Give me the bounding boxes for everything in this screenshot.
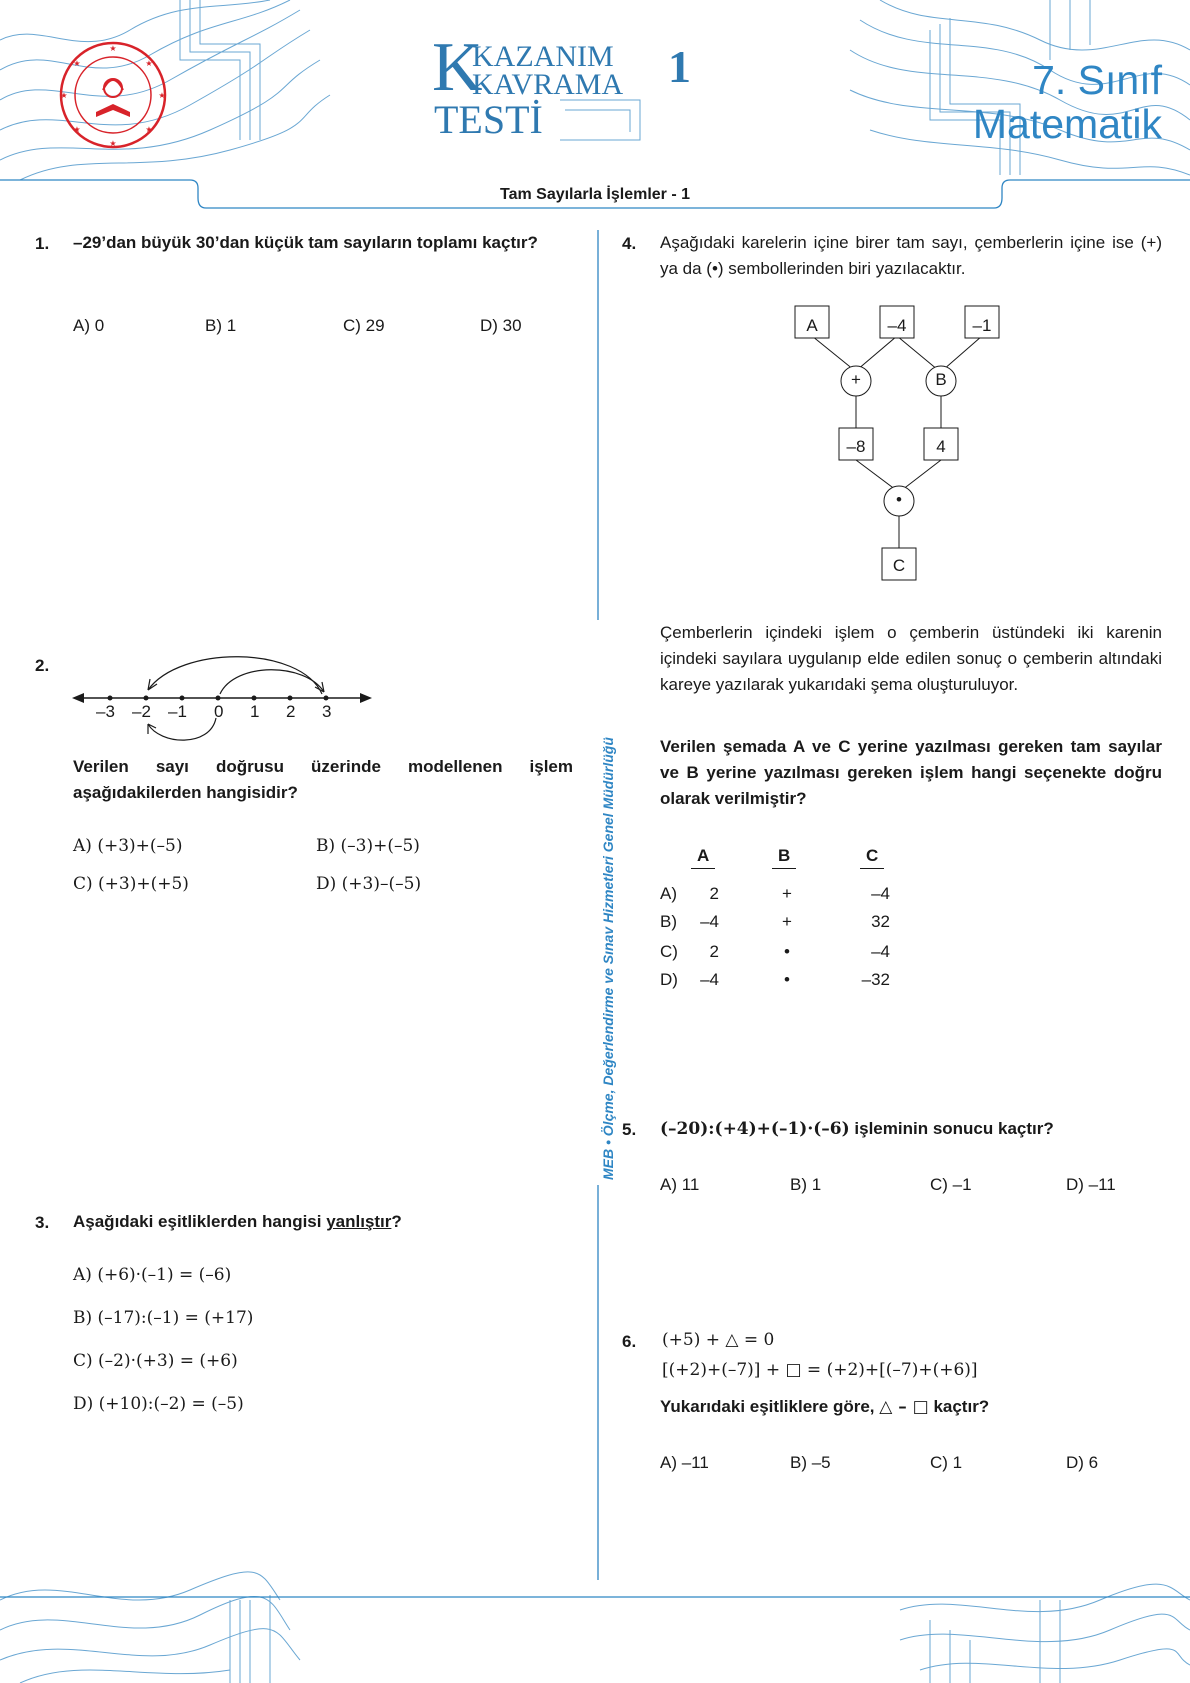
q2-option-c[interactable]: C) (+3)+(+5) [73, 874, 189, 894]
q4-number: 4. [622, 234, 637, 253]
logo-line3: TESTİ [434, 97, 543, 142]
nl-label-2: 2 [286, 702, 296, 721]
number-line-diagram [70, 650, 380, 750]
q1-option-d[interactable]: D) 30 [480, 316, 522, 335]
q4-explanation: Çemberlerin içindeki işlem o çemberin üstündeki iki karenin içindeki sayılara uygulanıp elde edilen sonuç o çemberin altındaki kareye yazılarak yukarıdaki şema oluşturuluyor. [660, 623, 1162, 694]
diagram-label-minus8: –8 [846, 437, 866, 456]
q6-question: Yukarıdaki eşitliklere göre, △ – □ kaçtır? [660, 1397, 990, 1417]
q3-option-d[interactable]: D) (+10):(–2) = (–5) [73, 1394, 244, 1414]
grade-line1: 7. Sınıf [1032, 57, 1162, 103]
page-subtitle: Tam Sayılarla İşlemler - 1 [499, 186, 691, 203]
svg-text:★: ★ [73, 59, 81, 68]
table-header-c: C [860, 846, 884, 869]
q1-number: 1. [35, 234, 50, 253]
q3-option-c[interactable]: C) (–2)·(+3) = (+6) [73, 1351, 238, 1371]
diagram-label-minus4: –4 [887, 316, 907, 335]
q6-option-a[interactable]: A) –11 [660, 1453, 709, 1472]
logo-line2: KAVRAMA [472, 68, 624, 101]
q5-option-b[interactable]: B) 1 [790, 1175, 822, 1194]
q6-option-b[interactable]: B) –5 [790, 1453, 831, 1472]
q6-option-c[interactable]: C) 1 [930, 1453, 963, 1472]
q5-option-c[interactable]: C) –1 [930, 1175, 972, 1194]
diagram-label-plus: + [851, 370, 861, 389]
nl-label-3: 3 [322, 702, 332, 721]
arc-0-to-3 [220, 670, 324, 694]
side-attribution: MEB • Ölçme, Değerlendirme ve Sınav Hizmetleri Genel Müdürlüğü [600, 737, 616, 1180]
q6-symbols: △ – □ [879, 1397, 929, 1417]
q2-option-b[interactable]: B) (–3)+(–5) [316, 836, 420, 856]
q5-text: (–20):(+4)+(–1)·(–6) işleminin sonucu kaçtır? [660, 1119, 1054, 1139]
diagram-label-4: 4 [936, 437, 946, 456]
svg-text:★: ★ [60, 91, 68, 100]
q1-text: –29’dan büyük 30’dan küçük tam sayıların toplamı kaçtır? [73, 233, 538, 252]
q6-option-d[interactable]: D) 6 [1066, 1453, 1099, 1472]
svg-text:★: ★ [109, 44, 117, 53]
test-logo: K KAZANIM KAVRAMA TESTİ 1 [432, 29, 691, 142]
q1-option-c[interactable]: C) 29 [343, 316, 385, 335]
nl-label-m2: –2 [132, 702, 151, 721]
nl-label-m1: –1 [168, 702, 187, 721]
diagram-label-a: A [806, 316, 818, 335]
diagram-label-minus1: –1 [972, 316, 992, 335]
tick-2 [288, 696, 293, 701]
q5-option-d[interactable]: D) –11 [1066, 1175, 1116, 1194]
tick-1 [252, 696, 257, 701]
q3-option-a[interactable]: A) (+6)·(–1) = (–6) [73, 1265, 232, 1285]
q4-intro: Aşağıdaki karelerin içine birer tam sayı, çemberlerin içine ise (+) ya da (•) sembollerinden biri yazılacaktır. [660, 233, 1162, 278]
q2-option-a[interactable]: A) (+3)+(–5) [73, 836, 183, 856]
tick-3 [324, 696, 329, 701]
diagram-label-dot: • [896, 490, 902, 509]
q5-option-a[interactable]: A) 11 [660, 1175, 700, 1194]
q2-text: Verilen sayı doğrusu üzerinde modellenen işlem aşağıdakilerden hangisidir? [73, 757, 573, 802]
tick-minus1 [180, 696, 185, 701]
arc-3-to-minus2 [148, 657, 322, 694]
q5-number: 5. [622, 1120, 637, 1139]
q5-expression: (–20):(+4)+(–1)·(–6) [660, 1119, 850, 1139]
q2-number: 2. [35, 656, 50, 675]
table-header-a: A [691, 846, 715, 869]
q3-underlined-word: yanlıştır [326, 1212, 392, 1231]
left-arrow-icon [72, 693, 84, 703]
svg-text:★: ★ [109, 139, 117, 148]
logo-line1: KAZANIM [472, 40, 614, 73]
operation-tree-diagram [790, 300, 1020, 590]
nl-label-1: 1 [250, 702, 260, 721]
diagram-label-c: C [892, 556, 906, 575]
right-arrow-icon [360, 693, 372, 703]
tick-0 [216, 696, 221, 701]
grade-label [973, 58, 1162, 146]
svg-text:★: ★ [145, 125, 153, 134]
svg-text:★: ★ [73, 125, 81, 134]
grade-line2: Matematik [972, 101, 1162, 147]
q1-option-b[interactable]: B) 1 [205, 316, 237, 335]
nl-label-0: 0 [214, 702, 224, 721]
table-header-b: B [772, 846, 796, 869]
q1-option-a[interactable]: A) 0 [73, 316, 105, 335]
q2-option-d[interactable]: D) (+3)–(–5) [316, 874, 422, 894]
nl-label-m3: –3 [96, 702, 115, 721]
svg-text:★: ★ [145, 59, 153, 68]
q6-line1: (+5) + △ = 0 [662, 1330, 775, 1350]
q3-text: Aşağıdaki eşitliklerden hangisi yanlıştır? [73, 1212, 402, 1231]
q3-number: 3. [35, 1213, 50, 1232]
q3-option-b[interactable]: B) (–17):(–1) = (+17) [73, 1308, 254, 1328]
ministry-seal-icon [58, 40, 168, 150]
svg-text:★: ★ [158, 91, 166, 100]
q6-number: 6. [622, 1332, 637, 1351]
q4-question: Verilen şemada A ve C yerine yazılması gereken tam sayılar ve B yerine yazılması gereken işlem hangi seçenekte doğru olarak verilmiştir? [660, 737, 1162, 808]
tick-minus2 [144, 696, 149, 701]
diagram-label-b: B [935, 370, 947, 389]
q6-line2: [(+2)+(–7)] + □ = (+2)+[(–7)+(+6)] [662, 1360, 978, 1380]
test-number: 1 [668, 41, 691, 92]
tick-minus3 [108, 696, 113, 701]
